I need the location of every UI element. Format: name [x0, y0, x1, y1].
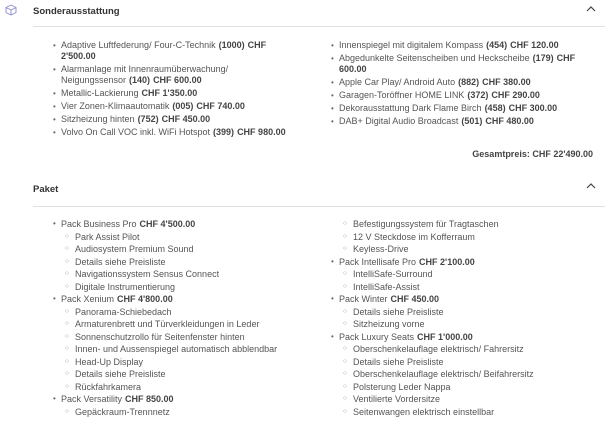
package-item: [339, 293, 599, 306]
feature-name: Gepäckraum-Trennnetz: [75, 406, 170, 417]
package-feature: [339, 381, 599, 394]
option-item: [61, 101, 291, 112]
package-item: [61, 218, 331, 231]
option-item: [339, 77, 589, 88]
paket-header[interactable]: [0, 176, 605, 198]
package-item: [339, 256, 599, 269]
feature-name: Details siehe Preisliste: [75, 256, 166, 267]
feature-name: Befestigungssystem für Tragtaschen: [353, 219, 499, 229]
package-feature: [61, 368, 331, 381]
package-name: Pack Intellisafe Pro: [339, 256, 417, 267]
package-feature: [61, 281, 331, 294]
option-item: [339, 116, 589, 127]
option-item: [61, 127, 291, 138]
package-feature: [339, 306, 599, 319]
package-list-left: [61, 218, 331, 418]
option-price: CHF 600.00: [153, 75, 202, 85]
package-feature: [61, 381, 331, 394]
package-feature: [61, 243, 331, 256]
option-item: [339, 90, 589, 101]
divider: [33, 26, 605, 27]
option-name: Alarmanlage mit Innenraumüberwachung/ Neigungssensor: [61, 64, 229, 85]
option-name: DAB+ Digital Audio Broadcast: [339, 116, 459, 126]
option-item: [339, 40, 589, 51]
option-price: CHF 450.00: [161, 114, 211, 124]
feature-name: Head-Up Display: [75, 356, 144, 367]
feature-name: Navigationssystem Sensus Connect: [75, 269, 220, 279]
package-name: Pack Xenium: [61, 294, 115, 304]
package-feature: [61, 318, 331, 331]
cube-icon: [5, 4, 17, 16]
option-code: (1000): [218, 40, 245, 50]
package-feature: [339, 243, 599, 256]
package-feature: [339, 281, 599, 294]
option-code: (140): [129, 75, 151, 85]
option-price: CHF 290.00: [491, 90, 540, 100]
package-feature: [61, 231, 331, 244]
feature-name: 12 V Steckdose im Kofferraum: [353, 231, 475, 242]
option-code: (179): [532, 53, 554, 63]
feature-name: Keyless-Drive: [353, 244, 409, 254]
option-name: Volvo On Call VOC inkl. WiFi Hotspot: [61, 127, 211, 137]
option-price: CHF 480.00: [485, 116, 534, 126]
section-title-paket: Paket: [33, 184, 59, 195]
option-price: CHF 1'350.00: [141, 88, 198, 98]
option-name: Apple Car Play/ Android Auto: [339, 77, 456, 87]
chevron-up-icon[interactable]: [586, 6, 596, 12]
feature-name: Sitzheizung vorne: [353, 319, 425, 329]
package-price: CHF 450.00: [390, 294, 440, 304]
package-feature: [61, 406, 331, 419]
option-name: Sitzheizung hinten: [61, 114, 135, 124]
feature-name: Innen- und Aussenspiegel automatisch abblendbar: [75, 344, 278, 354]
option-item: [61, 88, 291, 99]
package-feature: [339, 368, 599, 381]
feature-name: Rückfahrkamera: [75, 381, 142, 392]
option-item: [339, 53, 589, 75]
package-price: CHF 2'100.00: [419, 256, 475, 267]
package-feature: [339, 406, 599, 419]
option-price: CHF 380.00: [482, 77, 531, 87]
package-feature: [61, 331, 331, 344]
package-item: [61, 393, 331, 406]
section-title-sonderausstattung: Sonderausstattung: [33, 6, 120, 17]
feature-name: Digitale Instrumentierung: [75, 281, 176, 292]
package-feature: [339, 268, 599, 281]
feature-name: Ventilierte Vordersitze: [353, 394, 441, 404]
divider: [33, 206, 605, 207]
package-name: Pack Luxury Seats: [339, 331, 415, 342]
sonderausstattung-header[interactable]: [0, 0, 605, 22]
package-feature: [61, 306, 331, 319]
total-price: Gesamtpreis: CHF 22'490.00: [472, 149, 593, 159]
package-feature: [339, 231, 599, 244]
feature-name: Details siehe Preisliste: [353, 356, 444, 367]
option-item: [61, 114, 291, 125]
package-feature: [339, 356, 599, 369]
option-code: (752): [137, 114, 159, 124]
feature-name: Armaturenbrett und Türverkleidungen in Leder: [75, 319, 260, 329]
package-name: Pack Winter: [339, 294, 388, 304]
option-name: Metallic-Lackierung: [61, 88, 139, 98]
feature-name: Audiosystem Premium Sound: [75, 244, 194, 254]
option-item: [339, 103, 589, 114]
package-feature: [61, 343, 331, 356]
package-feature: [61, 256, 331, 269]
feature-name: Polsterung Leder Nappa: [353, 381, 451, 392]
option-code: (882): [458, 77, 480, 87]
feature-name: Details siehe Preisliste: [75, 369, 166, 379]
chevron-up-icon[interactable]: [586, 183, 596, 189]
option-name: Garagen-Toröffner HOME LINK: [339, 90, 465, 100]
option-name: Innenspiegel mit digitalem Kompass: [339, 40, 484, 50]
option-code: (399): [213, 127, 235, 137]
option-name: Abgedunkelte Seitenscheiben und Heckscheibe: [339, 53, 530, 63]
package-feature: [61, 356, 331, 369]
feature-name: Park Assist Pilot: [75, 231, 140, 242]
package-price: CHF 850.00: [125, 394, 174, 404]
package-item: [61, 293, 331, 306]
options-list-right: [339, 40, 589, 129]
package-feature: [339, 393, 599, 406]
feature-name: IntelliSafe-Surround: [353, 269, 433, 279]
package-feature: [339, 343, 599, 356]
option-price: CHF 120.00: [510, 40, 559, 50]
option-code: (454): [486, 40, 508, 50]
feature-name: Panorama-Schiebedach: [75, 306, 172, 317]
option-price: CHF 300.00: [508, 103, 558, 113]
package-feature: [339, 318, 599, 331]
feature-name: Details siehe Preisliste: [353, 306, 444, 317]
package-price: CHF 4'500.00: [139, 219, 196, 229]
feature-name: IntelliSafe-Assist: [353, 281, 420, 292]
feature-name: Oberschenkelauflage elektrisch/ Fahrersitz: [353, 344, 524, 354]
package-list-right: [339, 218, 599, 418]
option-code: (501): [461, 116, 483, 126]
option-item: [61, 40, 291, 62]
option-price: CHF 600.00: [339, 53, 576, 74]
option-code: (005): [172, 101, 194, 111]
option-item: [61, 64, 291, 86]
option-code: (372): [467, 90, 489, 100]
option-name: Dekorausstattung Dark Flame Birch: [339, 103, 482, 113]
package-price: CHF 4'800.00: [117, 294, 173, 304]
feature-name: Sonnenschutzrollo für Seitenfenster hinten: [75, 331, 245, 342]
option-name: Adaptive Luftfederung/ Four-C-Technik: [61, 40, 216, 50]
option-price: CHF 980.00: [237, 127, 286, 137]
package-name: Pack Versatility: [61, 394, 123, 404]
options-list-left: [61, 40, 291, 140]
option-code: (458): [484, 103, 506, 113]
package-feature: [61, 268, 331, 281]
option-price: CHF 2'500.00: [61, 40, 267, 61]
package-name: Pack Business Pro: [61, 219, 137, 229]
package-price: CHF 1'000.00: [417, 331, 473, 342]
feature-name: Oberschenkelauflage elektrisch/ Beifahrersitz: [353, 369, 534, 379]
option-price: CHF 740.00: [196, 101, 245, 111]
feature-name: Seitenwangen elektrisch einstellbar: [353, 406, 495, 417]
package-item: [339, 331, 599, 344]
package-feature: [339, 218, 599, 231]
option-name: Vier Zonen-Klimaautomatik: [61, 101, 170, 111]
